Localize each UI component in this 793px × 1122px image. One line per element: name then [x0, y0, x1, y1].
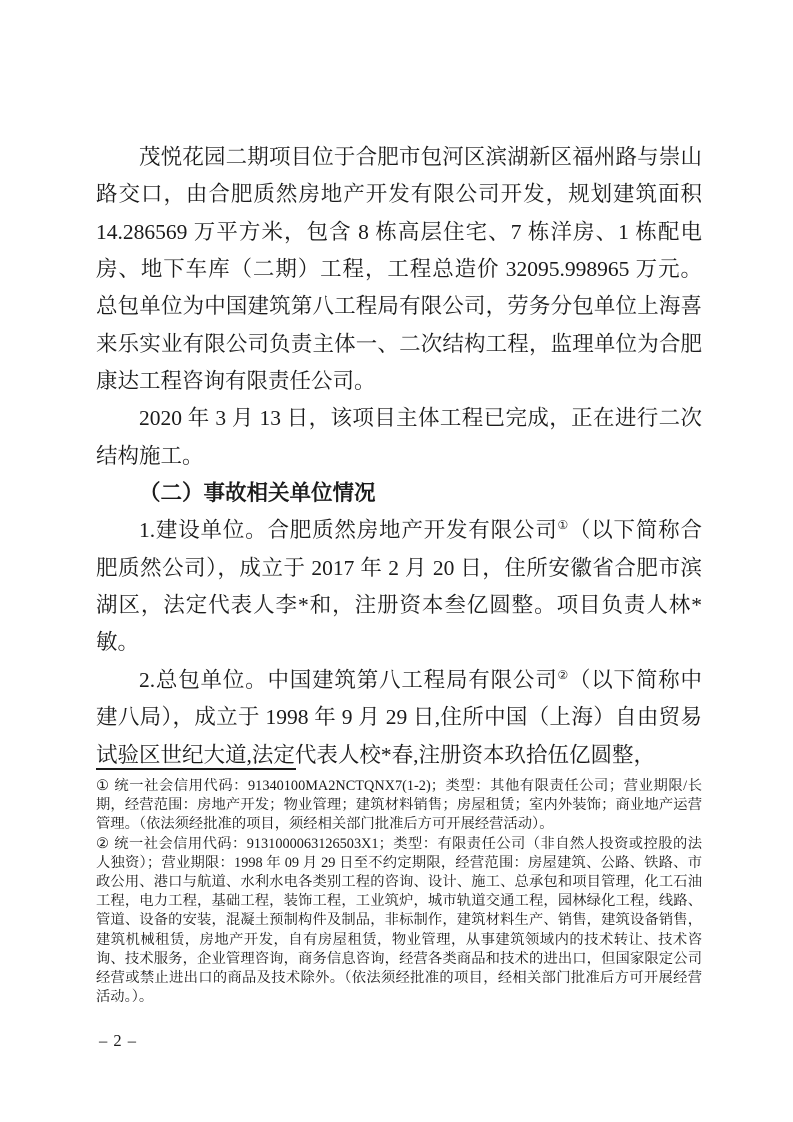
- general-contractor-text-continued: （以下简称中建八局），成立于 1998 年 9 月 29 日,住所中国（上海）自由贸易试验区世纪大道,法定代表人校*春,注册资本玖拾伍亿圆整，: [96, 667, 702, 767]
- footnote-2-text: 统一社会信用代码：9131000063126503X1；类型：有限责任公司（非自然人投资或控股的法人独资）；营业期限：1998 年 09 月 29 日至不约定期限，经营范围：房屋建筑、公路、铁路、市政公用、港口与航道、水利水电各类别工程的咨询、设计、施工、总承包和项目管理，化工石油工程，电力工程，基础工程，装饰工程，工业筑炉，城市轨道交通工程，园林绿化工程，线路、管道、设备的安装，混凝土预制构件及制品，非标制作，建筑材料生产、销售，建筑设备销售，建筑机械租赁，房地产开发，自有房屋租赁，物业管理，从事建筑领域内的技术转让、技术咨询、技术服务，企业管理咨询，商务信息咨询，经营各类商品和技术的进出口，但国家限定公司经营或禁止进出口的商品及技术除外。（依法须经批准的项目，经相关部门批准后方可开展经营活动。）。: [96, 835, 702, 1006]
- footnote-1-marker: ①: [96, 778, 110, 794]
- footnote-1: [96, 777, 702, 835]
- document-body: [96, 139, 702, 774]
- paragraph-project-overview: 茂悦花园二期项目位于合肥市包河区滨湖新区福州路与崇山路交口，由合肥质然房地产开发有限公司开发，规划建筑面积 14.286569 万平方米，包含 8 栋高层住宅、7 栋洋房、1 栋配电房、地下车库（二期）工程，工程总造价 32095.998965 万元。总包单位为中国建筑第八工程局有限公司，劳务分包单位上海喜来乐实业有限公司负责主体一、二次结构工程，监理单位为合肥康达工程咨询有限责任公司。: [96, 145, 702, 394]
- general-contractor-text: 2.总包单位。中国建筑第八工程局有限公司: [139, 667, 558, 692]
- footnote-ref-2: ②: [557, 667, 569, 682]
- footnote-1-text: 统一社会信用代码：91340100MA2NCTQNX7(1-2)；类型：其他有限责任公司；营业期限/长期，经营范围：房地产开发；物业管理；建筑材料销售；房屋租赁；室内外装饰；商业地产运营管理。（依法须经批准的项目，须经相关部门批准后方可开展经营活动）。: [96, 778, 702, 833]
- paragraph-project-progress: 2020 年 3 月 13 日，该项目主体工程已完成，正在进行二次结构施工。: [96, 406, 702, 468]
- paragraph-general-contractor: [96, 662, 702, 774]
- page-number: – 2 –: [99, 1031, 137, 1050]
- footnote-ref-1: ①: [557, 518, 569, 533]
- footnote-2-marker: ②: [96, 835, 110, 852]
- footnote-2: [96, 835, 702, 1008]
- footnotes-section: [96, 768, 702, 1007]
- section-heading: （二）事故相关单位情况: [139, 481, 376, 506]
- construction-unit-text: 1.建设单位。合肥质然房地产开发有限公司: [139, 518, 558, 543]
- paragraph-construction-unit: [96, 512, 702, 661]
- construction-unit-text-continued: （以下简称合肥质然公司），成立于 2017 年 2 月 20 日，住所安徽省合肥市滨湖区，法定代表人李*和，注册资本叁亿圆整。项目负责人林*敏。: [96, 518, 702, 655]
- footnote-separator-line: [96, 768, 296, 770]
